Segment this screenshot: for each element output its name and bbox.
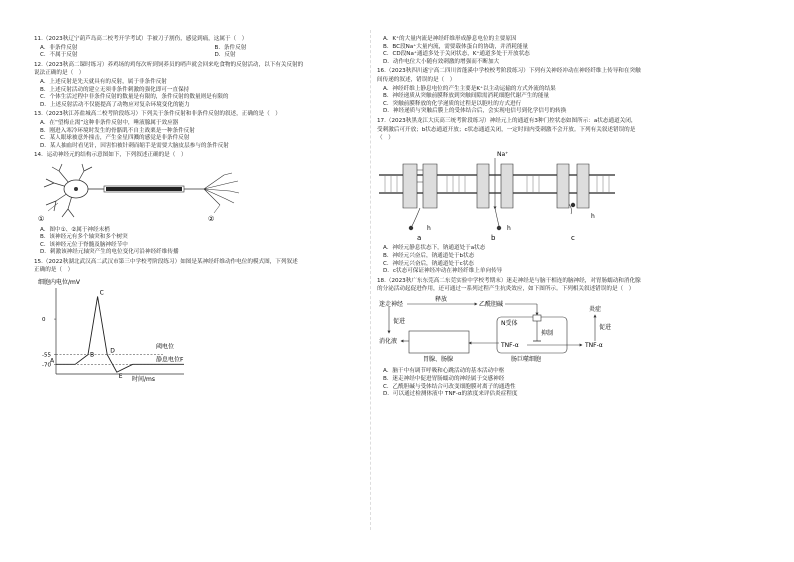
q16-stem-line2: 间传递的叙述，错误的是（ ） [377,76,456,83]
q12-stem-line2: 说法正确的是（ ） [34,70,85,77]
q16-option-b: B．神经递质从突触前膜释放到突触间隙需消耗细胞代谢产生的能量 [383,93,550,100]
channel-b-label: b [491,233,496,242]
q12-option-d: D．上述反射活动不仅能提高了动物应对复杂环境变化的能力 [40,101,190,108]
ach-label: 乙酰胆碱 [479,300,504,308]
q13-option-a: A．在“望梅止渴”这种非条件反射中，唾液腺属于效应器 [40,119,179,126]
release-label: 释放 [435,295,448,303]
q14-stem: 14．运动神经元的结构示意图如下，下列叙述正确的是（ ） [34,152,187,159]
tnf-outer-label: TNF-α [585,341,603,349]
q14-option-d: D．刺激该神经元轴突产生的电位变化可沿神经纤维传播 [40,249,179,256]
neuron-diagram [34,161,254,223]
q17-option-a: A．神经元静息状态下，钠通道处于a状态 [383,245,486,252]
point-label-a: A [50,357,55,365]
q16-stem-line1: 16.（2023秋四川遂宁高二四川省蓬溪中学校校考阶段练习）下列有关神经冲动在神经纤维上传导和在突触 [377,68,641,75]
action-potential-chart [34,276,204,382]
q17-option-d: D．c状态可保证神经冲动在神经纤维上单向传导 [383,268,503,275]
promote-label-1: 促进 [393,317,406,325]
q13-option-d: D．某人抽血时看见针，因害怕被针刺而缩手是需要大脑皮层参与的条件反射 [40,142,229,149]
axon-terminals [204,173,239,205]
label-1: ① [38,214,45,223]
q17-stem-line2: 受刺激后可开放；b状态通道开放；c状态通道关闭，一定时间内受刺激不会开放。下列有关叙述错误的是 [377,126,636,133]
q15-option-d: D．动作电位大小随有效刺激的增强而不断加大 [383,58,500,65]
digestive-juice-label: 消化液 [379,337,398,345]
question-17 [377,118,732,276]
q16-option-a: A．神经纤维上静息电位的产生主要是K⁺以主动运输的方式外流的结果 [383,85,556,92]
q13-option-b: B．刚进入寒冷环境时发生的骨骼肌不自主战栗是一种条件反射 [40,127,195,134]
q16-option-c: C．突触前膜释放的化学递质的过程是以胞吐的方式进行 [383,100,522,107]
n-receptor-label: N受体 [501,319,518,327]
n-receptor-box [533,315,541,321]
channel-c-ball [571,203,575,207]
q14-option-b: B．该神经元有多个轴突和多个树突 [40,234,128,241]
point-label-b: B [90,351,95,359]
question-13 [34,111,389,150]
q11-stem: 11.（2023秋辽宁葫芦岛高二校考开学考试）手被刀子割伤，感觉到痛，这属于（ ） [34,36,248,42]
point-label-c: C [99,289,104,297]
question-15 [34,259,389,386]
q13-option-c: C．某人眼球被意外撞击，产生金星四溅的感觉是非条件反射 [40,135,190,142]
q15-stem-line2: 正确的是（ ） [34,267,74,274]
gut-gland-label: 胃腺、肠腺 [423,355,454,363]
chart-ylabel: 细胞内电位/mV [38,279,80,287]
channel-b-h: h [507,224,511,232]
promote-label-2: 促进 [599,323,612,331]
q18-option-d: D．可以通过检测体液中 TNF-α的浓度来评估炎症程度 [383,391,518,398]
q12-option-c: C．个体生活过程中非条件反射的数量是有限的，条件反射的数量则是有限的 [40,94,229,101]
channel-a-ball [409,226,413,230]
q18-stem-line2: 的分泌活动起促进作用，还可通过一系列过程产生抗炎效应，如下图所示。下列相关叙述错误的是（ ） [377,286,635,293]
q18-option-a: A．脑干中有调节呼吸和心跳活动的基本活动中枢 [383,368,505,375]
channel-c-label: c [571,233,575,242]
q18-option-b: B．迷走神经中促进胃肠蠕动的神经属于交感神经 [383,376,505,383]
channel-a-h: h [427,224,431,232]
q12-option-b: B．上述反射活动的建立无须非条件刺激的强化即可一直保持 [40,86,190,93]
q17-stem-line3: （ ） [377,135,394,142]
q11-option-c: C．不属于反射 [40,52,78,59]
channel-states-diagram [377,144,617,242]
q12-option-a: A．上述反射是先天就具有的反射，属于非条件反射 [40,78,167,85]
q14-option-c: C．该神经元位于脊髓及脑神经节中 [40,241,128,248]
macrophage-label: 肠巨噬细胞 [511,355,542,363]
q15-stem-line1: 15.（2022秋湖北武汉高二武汉市第三中学校考阶段练习）如图是某神经纤维动作电位的模式图，下列叙述 [34,258,298,265]
membrane-tails [385,176,609,192]
question-15-options [377,36,732,66]
q13-stem: 13.（2023秋江苏盐城高二校考阶段练习）下列关于条件反射和非条件反射的叙述，正确的是（ ） [34,111,281,118]
tnf-inner-label: TNF-α [501,341,519,349]
right-column [377,36,732,399]
y-tick-label-0: 0 [42,317,46,324]
q12-stem-line1: 12.（2023秋高二课时练习）养鸡场的鸡每次听到饲养员的哨声就会回来吃食物的反射活动，以下有关反射的 [34,61,304,68]
label-2: ② [208,214,215,223]
q14-option-a: A．图中①、②属于神经末梢 [40,226,110,233]
vagus-label: 迷走神经 [379,300,404,308]
q17-option-b: B．神经元兴奋后，钠通道处于b状态 [383,252,475,259]
question-11 [34,36,389,60]
label-2-leader [214,205,220,213]
question-12 [34,62,389,110]
q15-option-b: B．BC段Na⁺大量内流，需要载体蛋白的协助，并消耗能量 [383,43,529,50]
q11-option-b: B．条件反射 [214,44,247,51]
question-16 [377,68,732,116]
point-labels [50,290,184,381]
y-tick-label-2: -70 [42,362,51,369]
point-label-e: E [118,373,123,381]
question-18 [377,278,732,399]
question-14 [34,152,389,257]
channel-b-ball [497,226,501,230]
left-column [34,36,389,386]
q16-option-d: D．神经递质与突触后膜上的受体结合后，会实现电信号到化学信号的转换 [383,108,567,115]
inflammation-label: 炎症 [589,305,602,313]
channel-a-label: a [417,233,422,242]
resting-label: 静息电位 [156,356,181,364]
label-1-leader [48,203,58,211]
gut-gland-box [409,331,469,353]
q18-option-c: C．乙酰胆碱与受体结合可改变细胞膜对离子的通透性 [383,383,516,390]
channel-c-h: h [591,212,595,220]
q17-option-c: C．神经元兴奋后，钠通道处于c状态 [383,260,474,267]
vagus-pathway-diagram [377,295,627,365]
threshold-label: 阈电位 [156,343,175,351]
point-label-d: D [110,347,115,355]
chart-xlabel: 时间/ms [132,376,155,383]
na-ion-label: Na⁺ [497,150,509,158]
y-tick-label-1: -55 [42,352,51,359]
q15-option-c: C．CD段Na⁺通道多处于关闭状态，K⁺通道多处于开放状态 [383,51,530,58]
q18-stem-line1: 18.（2023秋广东东莞高二东莞实验中学校考期末）迷走神经是与脑干相连的脑神经，对胃肠蠕动和消化腺 [377,277,641,284]
q15-option-a: A．K⁺的大量内流是神经纤维形成静息电位的主要原因 [383,36,517,42]
q11-option-d: D．反射 [214,52,236,59]
point-label-f: F [180,356,184,364]
q11-option-a: A．非条件反射 [40,44,78,51]
axon [88,186,204,192]
inhibit-label: 抑制 [541,329,554,337]
q17-stem-line1: 17.（2023秋黑龙江大庆高三统考阶段练习）神经元上的通道有3种门控状态如图所示：a状态通道关闭， [377,117,637,124]
nucleus [74,187,78,191]
channel-b [477,151,513,242]
